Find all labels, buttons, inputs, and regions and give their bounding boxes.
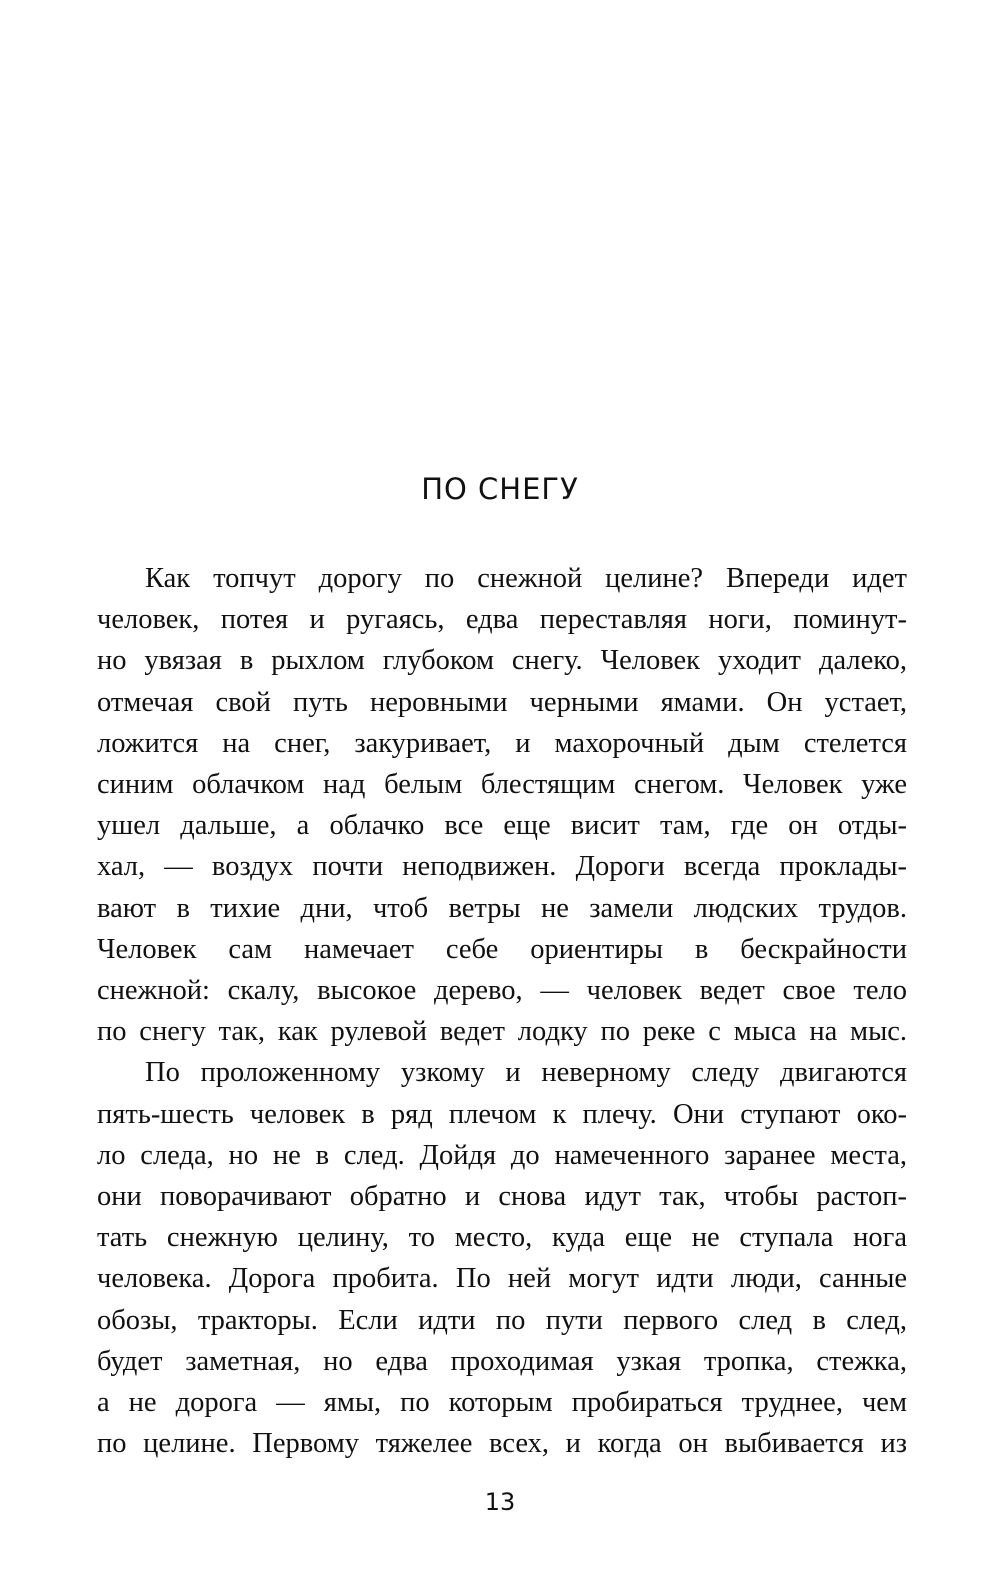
chapter-title: ПО СНЕГУ [421, 472, 579, 506]
text-line: ло следа, но не в след. Дойдя до намеченного заранее места, [97, 1139, 907, 1171]
text-line: человека. Дорога пробита. По ней могут идти люди, санные [97, 1263, 907, 1295]
text-line: по снегу так, как рулевой ведет лодку по реке с мыса на мыс. [97, 1016, 907, 1048]
text-line: хал, — воздух почти неподвижен. Дороги всегда проклады- [97, 851, 907, 883]
text-line: а не дорога — ямы, по которым пробираться труднее, чем [97, 1387, 907, 1419]
body-text [97, 558, 907, 1464]
text-line: По проложенному узкому и неверному следу двигаются [145, 1057, 907, 1089]
text-line: по целине. Первому тяжелее всех, и когда он выбивается из [97, 1428, 907, 1460]
text-line: обозы, тракторы. Если идти по пути первого след в след, [97, 1304, 907, 1336]
text-line: будет заметная, но едва проходимая узкая тропка, стежка, [97, 1345, 907, 1377]
text-line: Человек сам намечает себе ориентиры в бескрайности [97, 933, 907, 965]
text-line: пять-шесть человек в ряд плечом к плечу. Они ступают око- [97, 1098, 907, 1130]
text-line: синим облачком над белым блестящим снегом. Человек уже [97, 769, 907, 801]
text-line: тать снежную целину, то место, куда еще не ступала нога [97, 1222, 907, 1254]
text-line: но увязая в рыхлом глубоком снегу. Человек уходит далеко, [97, 645, 907, 677]
text-line: они поворачивают обратно и снова идут так, чтобы растоп- [97, 1181, 907, 1213]
text-line: вают в тихие дни, чтоб ветры не замели людских трудов. [97, 892, 907, 924]
text-line: Как топчут дорогу по снежной целине? Впереди идет [145, 563, 907, 594]
page-number: 13 [484, 1488, 516, 1516]
text-line: ушел дальше, а облачко все еще висит там, где он отды- [97, 810, 907, 842]
text-line: снежной: скалу, высокое дерево, — человек ведет свое тело [97, 975, 907, 1007]
text-line: человек, потея и ругаясь, едва переставляя ноги, поминут- [97, 604, 907, 636]
text-line: ложится на снег, закуривает, и махорочный дым стелется [97, 727, 907, 759]
text-line: отмечая свой путь неровными черными ямами. Он устает, [97, 686, 907, 718]
